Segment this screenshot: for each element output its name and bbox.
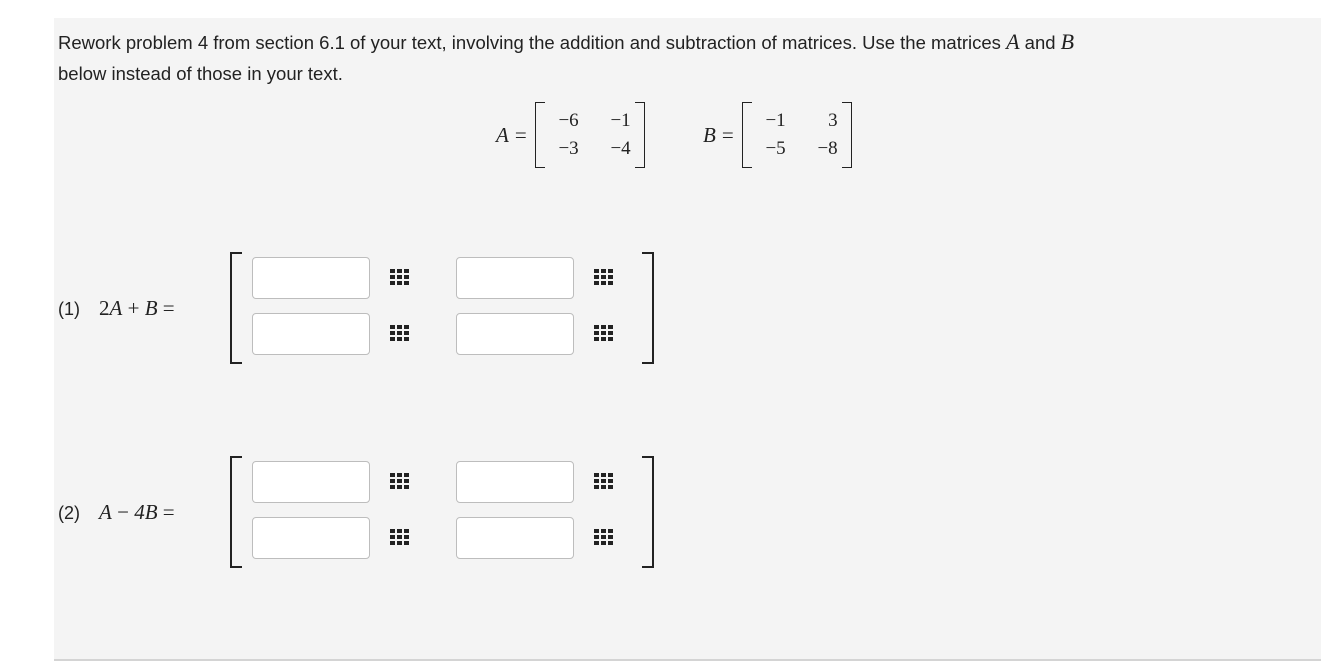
left-bracket [535,102,545,168]
grid-icon[interactable] [592,266,616,290]
instruction-text-2: below instead of those in your text. [58,63,343,84]
answer-input-2-r2c1[interactable] [252,517,370,559]
question-text [58,26,1308,89]
right-bracket [842,102,852,168]
matrix-a-symbol: A [1006,29,1020,54]
answer-left-bracket [230,252,242,364]
problem-number: (2) [58,503,80,523]
matrix-cell: −1 [765,110,786,131]
matrix-cell: −4 [610,138,631,159]
right-bracket [635,102,645,168]
matrix-cell: −1 [610,110,631,131]
question-panel [54,18,1321,661]
matrix-b-name: B [703,122,716,147]
matrix-a-name: A [496,122,509,147]
answer-input-2-r2c2[interactable] [456,517,574,559]
matrix-cell: −3 [558,138,579,159]
instruction-and: and [1024,32,1056,53]
matrix-cell: −6 [558,110,579,131]
answer-right-bracket [642,252,654,364]
answer-input-2-r1c1[interactable] [252,461,370,503]
problem-2-expression: A − 4B = [99,500,175,524]
matrix-b-definition [703,100,852,170]
grid-icon[interactable] [388,470,412,494]
grid-icon[interactable] [388,526,412,550]
grid-icon[interactable] [592,470,616,494]
equals-sign: = [721,122,734,147]
grid-icon[interactable] [592,526,616,550]
instruction-text: Rework problem 4 from section 6.1 of your text, involving the addition and subtraction of matrices. Use the matrices [58,32,1001,53]
left-bracket [742,102,752,168]
answer-right-bracket [642,456,654,568]
answer-input-1-r1c1[interactable] [252,257,370,299]
grid-icon[interactable] [592,322,616,346]
answer-input-1-r1c2[interactable] [456,257,574,299]
grid-icon[interactable] [388,322,412,346]
matrix-a-entries [545,110,635,160]
matrix-cell: 3 [828,110,838,131]
matrix-cell: −5 [765,138,786,159]
grid-icon[interactable] [388,266,412,290]
answer-input-1-r2c1[interactable] [252,313,370,355]
problem-2-label [58,500,175,525]
equals-sign: = [514,122,527,147]
matrix-b-symbol: B [1060,29,1075,54]
answer-input-2-r1c2[interactable] [456,461,574,503]
answer-input-1-r2c2[interactable] [456,313,574,355]
problem-number: (1) [58,299,80,319]
matrix-b-entries [752,110,842,160]
problem-1-label [58,296,175,321]
matrix-a-definition [496,100,645,170]
matrix-cell: −8 [817,138,838,159]
problem-1-expression: 2A + B = [99,296,175,320]
answer-left-bracket [230,456,242,568]
